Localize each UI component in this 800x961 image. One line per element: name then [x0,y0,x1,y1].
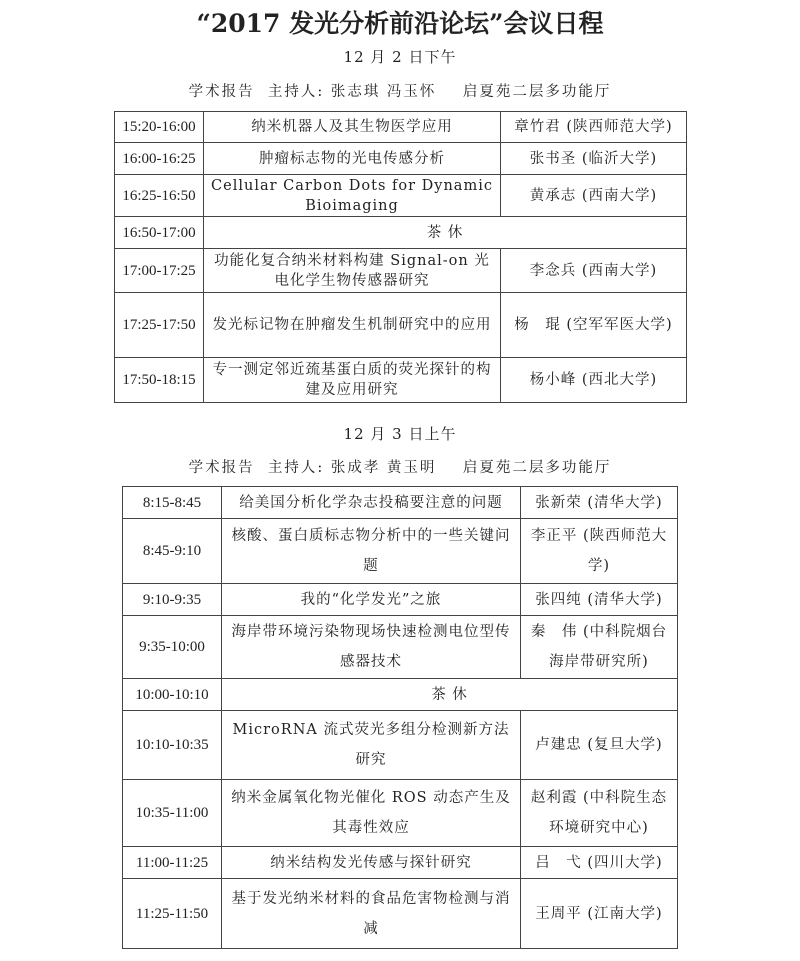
schedule-table [114,111,687,403]
time-cell: 17:50-18:15 [115,358,204,403]
topic-cell: 海岸带环境污染物现场快速检测电位型传感器技术 [222,616,521,679]
topic-cell: 核酸、蛋白质标志物分析中的一些关键问题 [222,519,521,584]
session-date: 12 月 3 日上午 [343,425,457,443]
topic-cell: 功能化复合纳米材料构建 Signal-on 光电化学生物传感器研究 [204,249,501,293]
speaker-cell: 杨小峰 (西北大学) [501,358,687,403]
table-row [115,112,687,143]
speaker-cell: 吕 弋 (四川大学) [521,847,678,879]
time-cell: 9:10-9:35 [123,584,222,616]
page-title: “2017 发光分析前沿论坛”会议日程 [196,9,604,38]
time-cell: 16:25-16:50 [115,175,204,217]
table-row [123,487,678,519]
topic-cell: 茶 休 [222,679,678,711]
speaker-cell: 黄承志 (西南大学) [501,175,687,217]
time-cell: 10:00-10:10 [123,679,222,711]
topic-cell: 纳米金属氧化物光催化 ROS 动态产生及其毒性效应 [222,780,521,847]
speaker-cell: 赵利霞 (中科院生态环境研究中心) [521,780,678,847]
topic-cell: 纳米机器人及其生物医学应用 [204,112,501,143]
table-row [123,780,678,847]
speaker-cell: 张书圣 (临沂大学) [501,143,687,175]
session-meta: 学术报告 主持人: 张成孝 黄玉明 启夏苑二层多功能厅 [188,460,612,476]
table-row [123,519,678,584]
table-row [115,358,687,403]
speaker-cell: 李正平 (陕西师范大学) [521,519,678,584]
table-row [123,711,678,780]
table-row [115,249,687,293]
session-date: 12 月 2 日下午 [343,48,457,66]
time-cell: 8:45-9:10 [123,519,222,584]
speaker-cell: 张四纯 (清华大学) [521,584,678,616]
topic-cell: MicroRNA 流式荧光多组分检测新方法研究 [222,711,521,780]
speaker-cell: 王周平 (江南大学) [521,879,678,949]
time-cell: 17:25-17:50 [115,293,204,358]
topic-cell: 给美国分析化学杂志投稿要注意的问题 [222,487,521,519]
speaker-cell: 杨 琨 (空军军医大学) [501,293,687,358]
time-cell: 17:00-17:25 [115,249,204,293]
time-cell: 10:10-10:35 [123,711,222,780]
time-cell: 9:35-10:00 [123,616,222,679]
time-cell: 11:25-11:50 [123,879,222,949]
topic-cell: 肿瘤标志物的光电传感分析 [204,143,501,175]
topic-cell: 我的“化学发光”之旅 [222,584,521,616]
time-cell: 16:50-17:00 [115,217,204,249]
schedule-table [122,486,678,949]
speaker-cell: 张新荣 (清华大学) [521,487,678,519]
time-cell: 10:35-11:00 [123,780,222,847]
speaker-cell: 章竹君 (陕西师范大学) [501,112,687,143]
time-cell: 8:15-8:45 [123,487,222,519]
table-row [123,679,678,711]
topic-cell: Cellular Carbon Dots for Dynamic Bioimaging [204,175,501,217]
topic-cell: 纳米结构发光传感与探针研究 [222,847,521,879]
topic-cell: 专一测定邻近巯基蛋白质的荧光探针的构建及应用研究 [204,358,501,403]
speaker-cell: 李念兵 (西南大学) [501,249,687,293]
topic-cell: 茶 休 [204,217,687,249]
table-row [123,616,678,679]
table-row [115,217,687,249]
table-row [115,143,687,175]
speaker-cell: 卢建忠 (复旦大学) [521,711,678,780]
time-cell: 16:00-16:25 [115,143,204,175]
table-row [115,293,687,358]
topic-cell: 基于发光纳米材料的食品危害物检测与消减 [222,879,521,949]
table-row [123,584,678,616]
topic-cell: 发光标记物在肿瘤发生机制研究中的应用 [204,293,501,358]
time-cell: 15:20-16:00 [115,112,204,143]
table-row [115,175,687,217]
session-meta: 学术报告 主持人: 张志琪 冯玉怀 启夏苑二层多功能厅 [188,84,612,100]
time-cell: 11:00-11:25 [123,847,222,879]
table-row [123,847,678,879]
table-row [123,879,678,949]
speaker-cell: 秦 伟 (中科院烟台海岸带研究所) [521,616,678,679]
